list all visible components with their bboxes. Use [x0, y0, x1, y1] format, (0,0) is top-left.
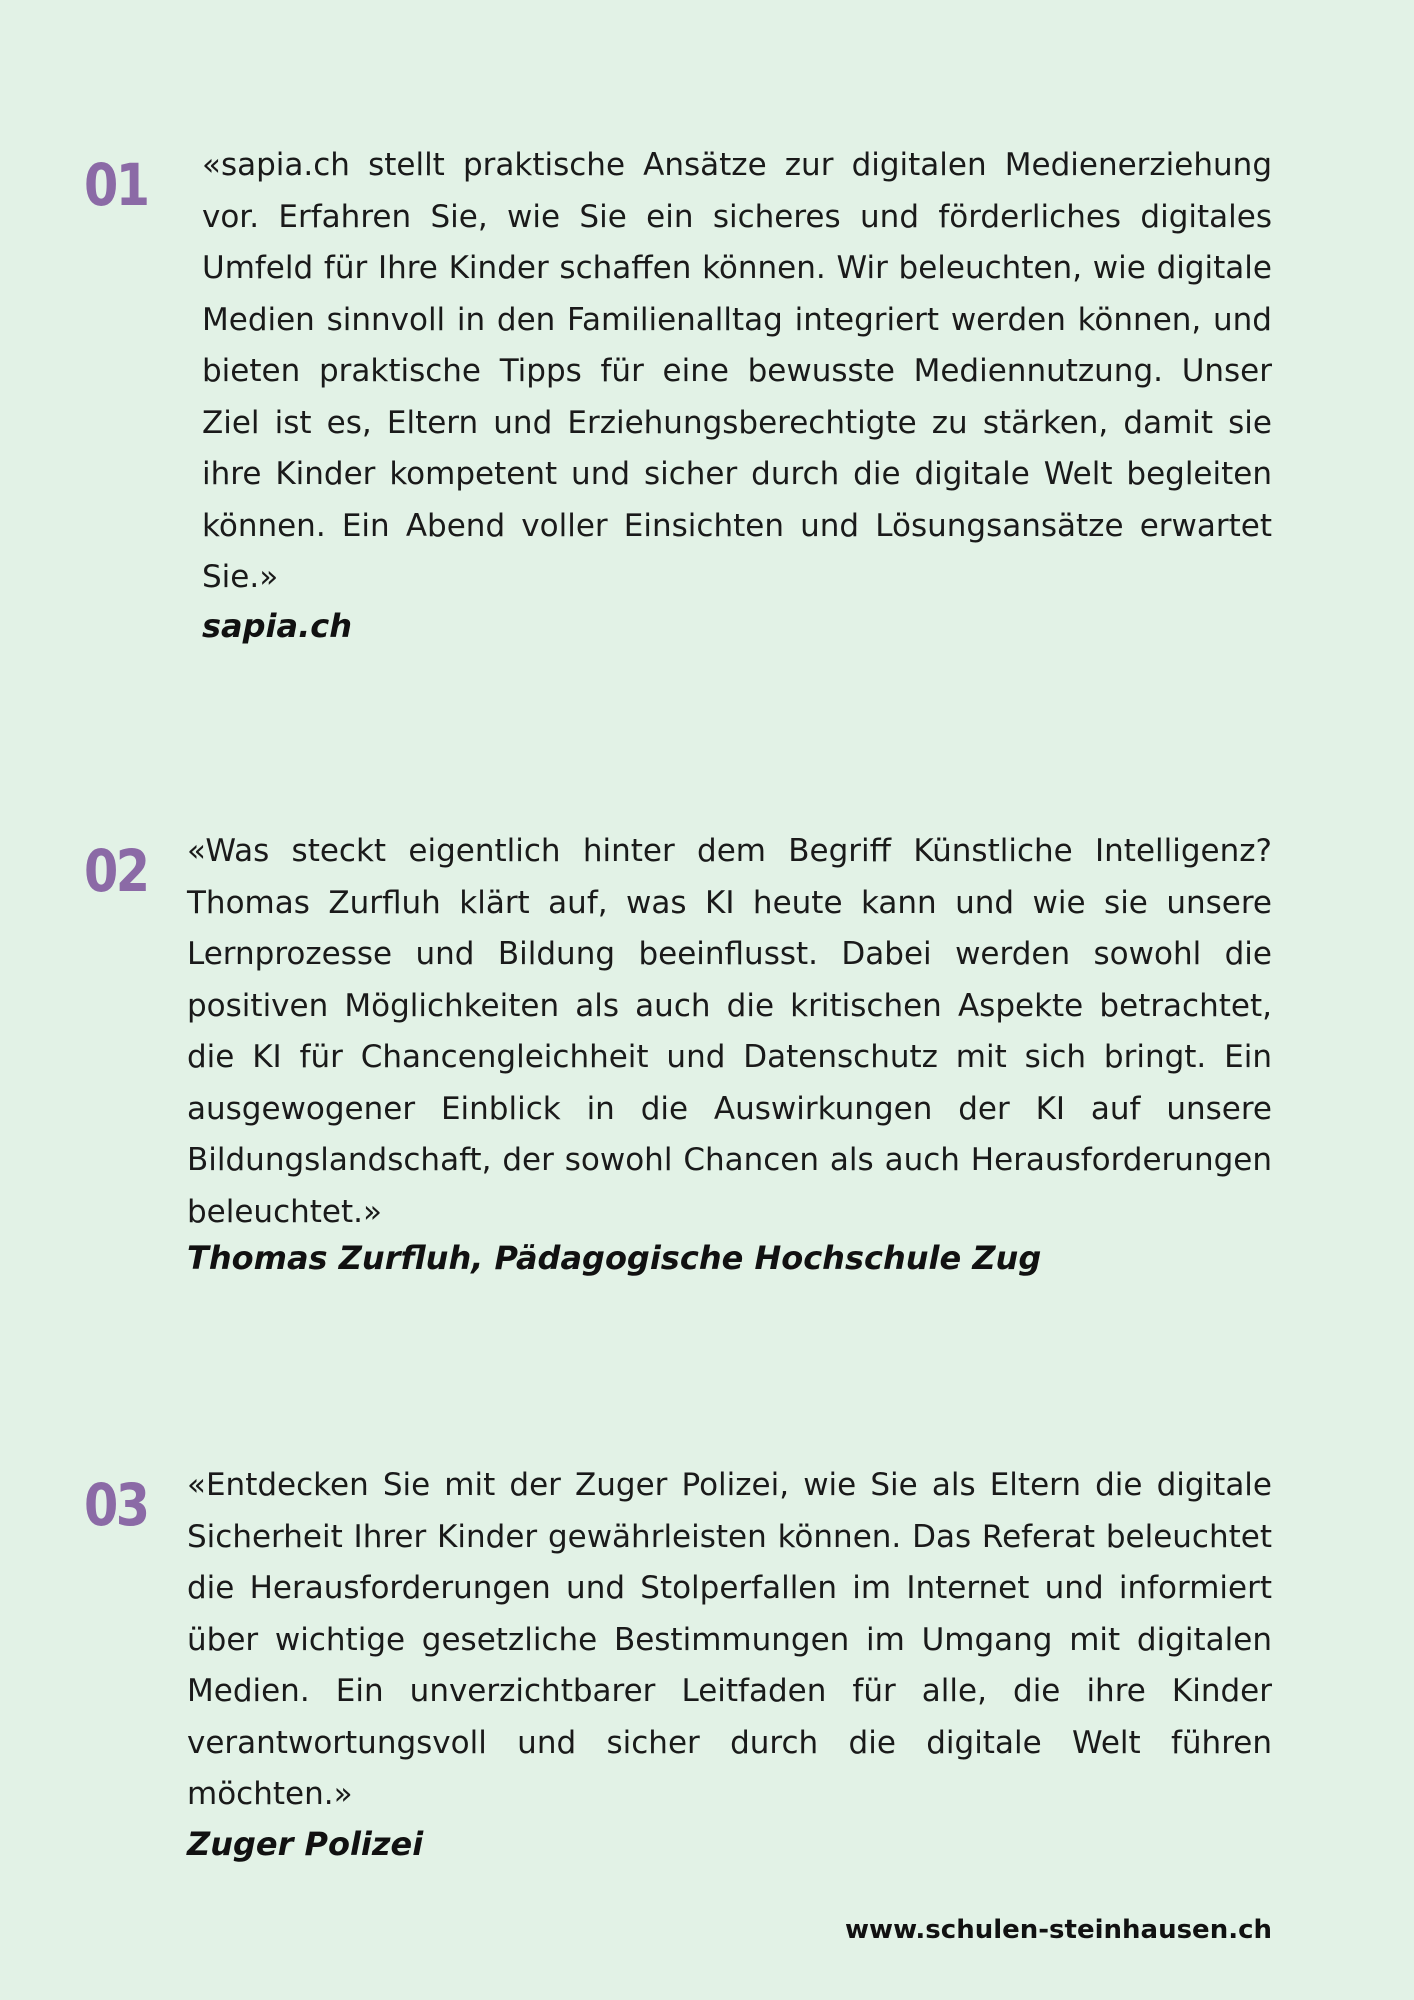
section-author: Zuger Polizei	[187, 1825, 424, 1863]
section-author: Thomas Zurfluh, Pädagogische Hochschule Zug	[187, 1239, 1042, 1277]
section-text: «sapia.ch stellt praktische Ansätze zur digitalen Medienerziehung vor. Erfahren Sie, wie Sie ein sicheres und förderliches digitales Umfeld für Ihre Kinder schaffen können. Wir beleuchten, wie digitale Medien sinnvoll in den Familienalltag integriert werden können, und bieten praktische Tipps für eine bewusste Mediennutzung. Unser Ziel ist es, Eltern und Erziehungsberechtigte zu stärken, damit sie ihre Kinder kompetent und sicher durch die digitale Welt begleiten können. Ein Abend voller Einsichten und Lösungsansätze erwartet Sie.»	[202, 147, 1272, 595]
section-number: 01	[84, 151, 148, 219]
section-author: sapia.ch	[202, 607, 353, 645]
section-number: 03	[84, 1471, 148, 1539]
footer-website: www.schulen-steinhausen.ch	[845, 1915, 1272, 1945]
section-text: «Was steckt eigentlich hinter dem Begriff Künstliche Intelligenz? Thomas Zurfluh klärt auf, was KI heute kann und wie sie unsere Lernprozesse und Bildung beeinflusst. Dabei werden sowohl die positiven Möglichkeiten als auch die kritischen Aspekte betrachtet, die KI für Chancengleichheit und Datenschutz mit sich bringt. Ein ausgewogener Einblick in die Auswirkungen der KI auf unsere Bildungslandschaft, der sowohl Chancen als auch Herausforderungen beleuchtet.»	[187, 833, 1272, 1230]
section-text: «Entdecken Sie mit der Zuger Polizei, wie Sie als Eltern die digitale Sicherheit Ihrer Kinder gewährleisten können. Das Referat beleuchtet die Herausforderungen und Stolperfallen im Internet und informiert über wichtige gesetzliche Bestimmungen im Umgang mit digitalen Medien. Ein unverzichtbarer Leitfaden für alle, die ihre Kinder verantwortungsvoll und sicher durch die digitale Welt führen möchten.»	[187, 1467, 1272, 1812]
section-number: 02	[84, 837, 148, 905]
